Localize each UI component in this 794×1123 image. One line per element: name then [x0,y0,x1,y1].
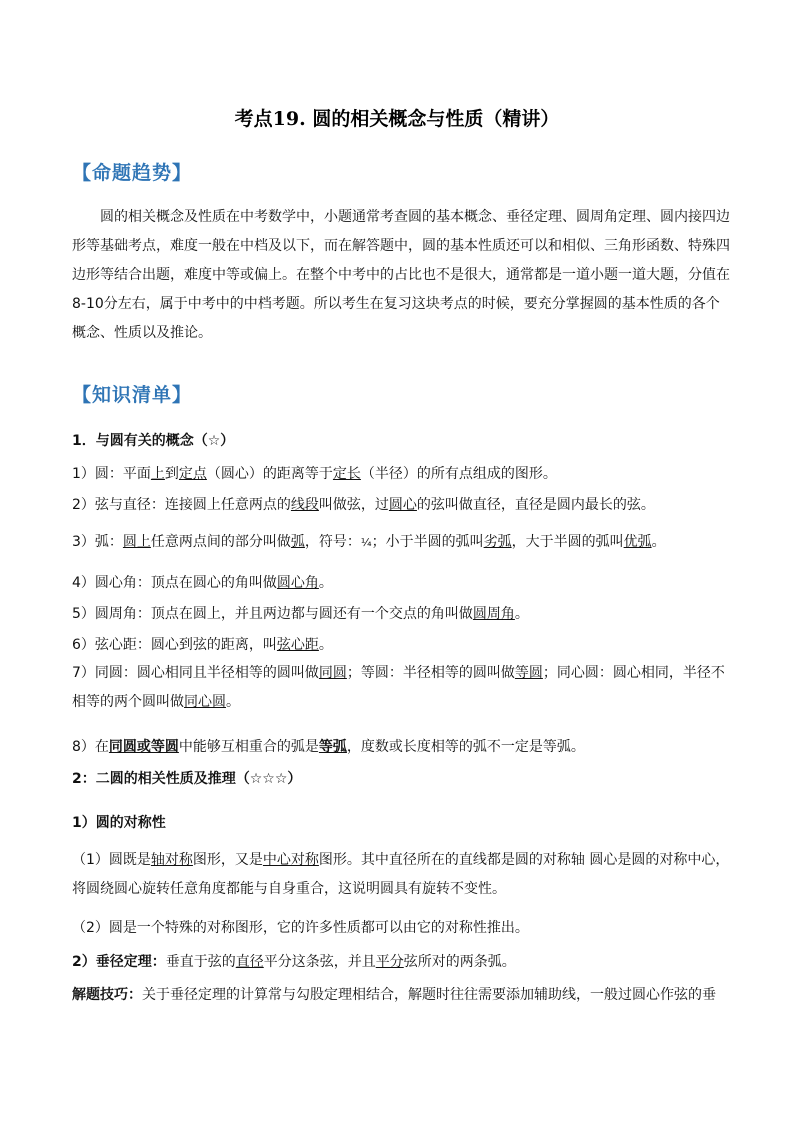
text: 图形。其中直径所在的直线都是圆的对称轴 圆心是圆的对称中心，将圆绕圆心旋转任意角度都能与自身重合，这说明圆具有旋转不变性。 [72,852,730,897]
subheading-properties: 2：二圆的相关性质及推理（☆☆☆） [72,771,302,787]
symmetry-item-1 [72,846,732,904]
text: 1）圆：平面 [72,466,151,482]
text: 3）弧： [72,534,123,550]
subheading-concepts: 1．与圆有关的概念（☆） [72,433,235,449]
text: 。 [514,606,529,622]
subheading-symmetry: 1）圆的对称性 [72,815,166,831]
theorem-line [72,951,732,971]
underlined-term: 优弧 [623,534,652,550]
text: ；小于半圆的弧叫 [371,534,484,550]
arc-symbol: ¼ [360,536,372,549]
underlined-term: 中心对称 [262,852,319,868]
concept-item-2 [72,494,732,514]
symmetry-item-2: （2）圆是一个特殊的对称图形，它的许多性质都可以由它的对称性推出。 [72,920,529,936]
concept-item-6 [72,634,732,654]
underlined-term: 同心圆 [184,694,226,710]
text: 2）弦与直径：连接圆上任意两点的 [72,497,291,513]
text: （1）圆既是 [72,852,151,868]
text: 。 [318,637,333,653]
underlined-term: 直径 [235,954,264,970]
concept-item-3 [72,531,732,551]
tip-label: 解题技巧： [72,987,142,1003]
underlined-term: 劣弧 [483,534,512,550]
underlined-term: 同圆 [318,665,347,681]
underlined-term: 弦心距 [276,637,319,653]
text: 关于垂径定理的计算常与勾股定理相结合，解题时往往需要添加辅助线，一般过圆心作弦的垂 [142,987,716,1003]
underlined-term: 圆上 [122,534,151,550]
text: 垂直于弦的 [165,954,236,970]
text: 。 [226,694,240,710]
text: （半径）的所有点组成的图形。 [360,466,557,482]
underlined-term: 等弧 [318,739,347,755]
underlined-term: 等圆 [514,665,543,681]
text: 平分这条弦，并且 [263,954,376,970]
concept-item-1 [72,463,732,483]
tip-line [72,984,732,1004]
underlined-term: 圆心角 [276,575,319,591]
text: 。 [318,575,333,591]
text: ；等圆：半径相等的圆叫做 [346,665,515,681]
concept-item-7 [72,659,732,717]
underlined-term: 圆心 [388,497,417,513]
underlined-term: 同圆或等圆 [108,739,179,755]
text: ，符号： [304,534,361,550]
text: 中能够互相重合的弧是 [178,739,319,755]
underlined-term: 弧 [290,534,305,550]
text: 4）圆心角：顶点在圆心的角叫做 [72,575,277,591]
text: 图形，又是 [192,852,263,868]
text: 弦所对的两条弧。 [403,954,516,970]
underlined-term: 平分 [375,954,404,970]
concept-item-4 [72,572,732,592]
concept-item-5 [72,603,732,623]
underlined-term: 圆周角 [472,606,515,622]
underlined-term: 轴对称 [150,852,193,868]
section-heading-trend: 【命题趋势】 [72,162,193,184]
text: ，大于半圆的弧叫 [511,534,624,550]
page-title: 考点19. 圆的相关概念与性质（精讲） [234,108,560,130]
text: 的弦叫做直径，直径是圆内最长的弦。 [416,497,655,513]
text: 。 [651,534,666,550]
text: 7）同圆：圆心相同且半径相等的圆叫做 [72,665,319,681]
text: （圆心）的距离等于 [206,466,333,482]
text: 8）在 [72,739,109,755]
text: 6）弦心距：圆心到弦的距离，叫 [72,637,277,653]
underlined-term: 定点 [178,466,207,482]
text: 到 [164,466,179,482]
text: 任意两点间的部分叫做 [150,534,291,550]
underlined-term: 定长 [332,466,361,482]
section-heading-knowledge: 【知识清单】 [72,384,193,406]
underlined-term: 上 [150,466,165,482]
underlined-term: 线段 [290,497,319,513]
concept-item-8 [72,736,732,756]
theorem-label: 2）垂径定理： [72,954,166,970]
text: 5）圆周角：顶点在圆上，并且两边都与圆还有一个交点的角叫做 [72,606,473,622]
intro-paragraph: 圆的相关概念及性质在中考数学中，小题通常考查圆的基本概念、垂径定理、圆周角定理、圆内接四边形等基础考点，难度一般在中档及以下，而在解答题中，圆的基本性质还可以和相似、三角形函数、特殊四边形等结合出题，难度中等或偏上。在整个中考中的占比也不是很大，通常都是一道小题一道大题，分值在8-10分左右，属于中考中的中档考题。所以考生在复习这块考点的时候，要充分掌握圆的基本性质的各个概念、性质以及推论。 [72,209,730,341]
text: 叫做弦，过 [318,497,389,513]
text: ；同心圆：圆心相同，半径不相等的两个圆叫做 [72,665,725,710]
text: ，度数或长度相等的弧不一定是等弧。 [346,739,585,755]
